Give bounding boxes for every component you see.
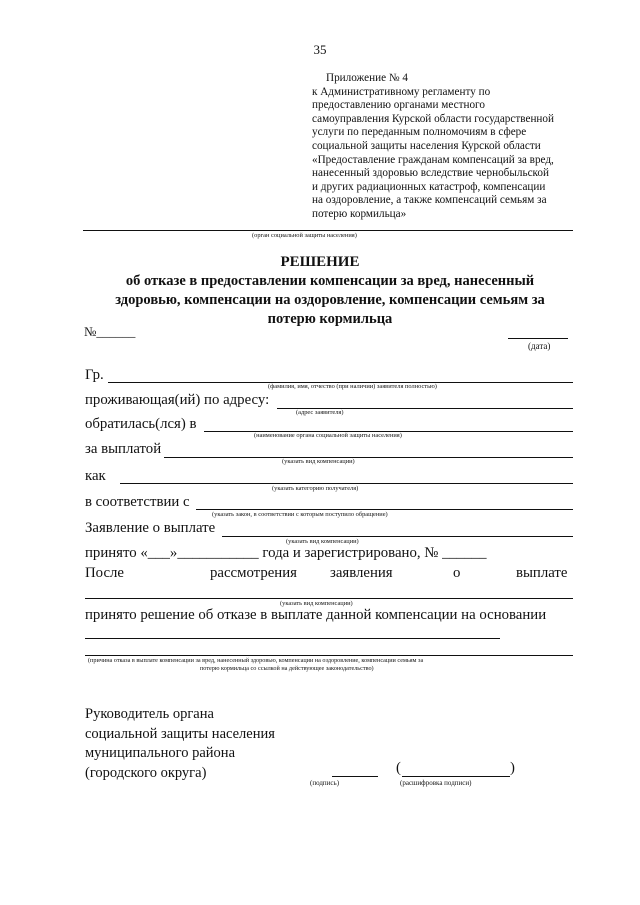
appendix-line: и других радиационных катастроф, компенсации bbox=[312, 180, 546, 193]
appendix-line: к Административному регламенту по bbox=[312, 85, 491, 98]
decision-subtitle: потерю кормильца bbox=[267, 311, 393, 327]
decode-line[interactable] bbox=[402, 776, 510, 777]
decision-subtitle: здоровью, компенсации на оздоровление, компенсации семьям за bbox=[115, 292, 545, 308]
decode-caption: (расшифровка подписи) bbox=[400, 779, 472, 787]
after-word: рассмотрения bbox=[210, 565, 297, 581]
decision-title: РЕШЕНИЕ bbox=[280, 254, 360, 270]
organ-line[interactable] bbox=[83, 230, 573, 231]
after-word: выплате bbox=[516, 565, 568, 581]
accordance-label: в соответствии с bbox=[85, 494, 190, 510]
signature-line[interactable] bbox=[332, 776, 378, 777]
after-caption: (указать вид компенсации) bbox=[280, 600, 353, 607]
appendix-note bbox=[312, 72, 580, 222]
head-line: (городского округа) bbox=[85, 764, 207, 781]
page-number: 35 bbox=[313, 42, 327, 57]
accordance-line[interactable] bbox=[196, 509, 573, 510]
after-word: заявления bbox=[330, 565, 393, 581]
appendix-line: на оздоровление, а также компенсаций семьям за bbox=[312, 194, 547, 207]
reason-line-2[interactable] bbox=[85, 655, 573, 656]
payment-label: за выплатой bbox=[85, 441, 162, 457]
as-label: как bbox=[85, 468, 106, 484]
citizen-label: Гр. bbox=[85, 367, 104, 383]
citizen-caption: (фамилия, имя, отчество (при наличии) заявителя полностью) bbox=[268, 383, 437, 390]
date-line[interactable] bbox=[508, 338, 568, 339]
decode-open-paren: ( bbox=[396, 760, 401, 776]
decision-text: принято решение об отказе в выплате данной компенсации на основании bbox=[85, 607, 547, 623]
head-line: социальной защиты населения bbox=[85, 725, 275, 742]
reason-caption: (причина отказа в выплате компенсации за вред, нанесенный здоровью, компенсации на оздоровление, компенсации семьям за bbox=[88, 657, 424, 664]
applied-label: обратилась(лся) в bbox=[85, 416, 197, 432]
appendix-line: «Предоставление гражданам компенсаций за вред, bbox=[312, 153, 554, 166]
date-caption: (дата) bbox=[528, 341, 551, 351]
statement-line[interactable] bbox=[222, 536, 573, 537]
statement-caption: (указать вид компенсации) bbox=[286, 538, 359, 545]
after-word: После bbox=[85, 565, 124, 581]
payment-line[interactable] bbox=[164, 457, 573, 458]
reason-line-1[interactable] bbox=[85, 638, 500, 639]
appendix-line: предоставлению органами местного bbox=[312, 99, 485, 112]
as-caption: (указать категорию получателя) bbox=[272, 485, 359, 492]
after-line[interactable] bbox=[85, 598, 573, 599]
head-title bbox=[85, 705, 275, 783]
after-word: о bbox=[453, 565, 461, 581]
appendix-line: потерю кормильца» bbox=[312, 207, 407, 220]
address-caption: (адрес заявителя) bbox=[296, 409, 344, 416]
applied-caption: (наименование органа социальной защиты населения) bbox=[254, 432, 402, 439]
payment-caption: (указать вид компенсации) bbox=[282, 458, 355, 465]
decision-number[interactable]: №______ bbox=[84, 324, 136, 339]
appendix-line: самоуправления Курской области государственной bbox=[312, 112, 554, 125]
statement-label: Заявление о выплате bbox=[85, 520, 216, 536]
head-line: муниципального района bbox=[85, 745, 235, 761]
address-label: проживающая(ий) по адресу: bbox=[85, 392, 270, 408]
decode-close-paren: ) bbox=[510, 760, 515, 776]
reason-caption: потерю кормильца со ссылкой на действующее законодательство) bbox=[200, 665, 374, 672]
accepted-text: принято «___»___________ года и зарегистрировано, № ______ bbox=[85, 545, 487, 561]
organ-caption: (орган социальной защиты населения) bbox=[252, 232, 357, 239]
appendix-line: услуги по переданным полномочиям в сфере bbox=[312, 126, 527, 139]
decision-subtitle: об отказе в предоставлении компенсации за вред, нанесенный bbox=[125, 273, 535, 289]
appendix-line: нанесенный здоровью вследствие чернобыльской bbox=[312, 167, 549, 180]
head-line: Руководитель органа bbox=[85, 706, 214, 722]
as-line[interactable] bbox=[120, 483, 573, 484]
appendix-title: Приложение № 4 bbox=[326, 72, 408, 84]
accordance-caption: (указать закон, в соответствии с которым поступило обращение) bbox=[212, 511, 388, 518]
appendix-line: социальной защиты населения Курской области bbox=[312, 139, 541, 152]
signature-caption: (подпись) bbox=[310, 779, 340, 787]
